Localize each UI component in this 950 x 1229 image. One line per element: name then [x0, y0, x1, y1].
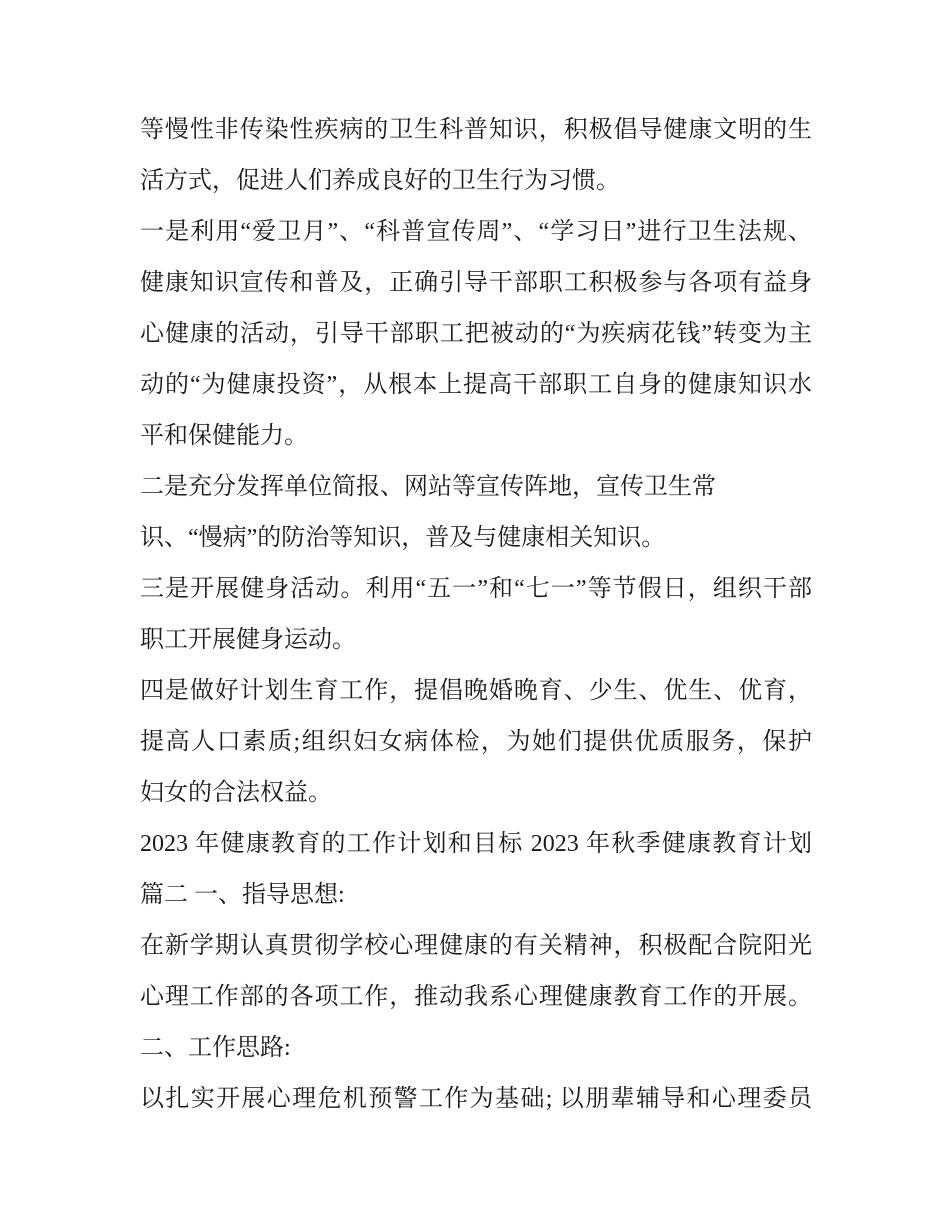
text-line: 职工开展健身运动。: [140, 627, 356, 653]
text-line: 四是做好计划生育工作，提倡晚婚晚育、少生、优生、优育，: [140, 678, 812, 704]
text-line: 二是充分发挥单位简报、网站等宣传阵地，宣传卫生常: [140, 474, 716, 500]
text-line: 等慢性非传染性疾病的卫生科普知识，积极倡导健康文明的生: [140, 117, 812, 143]
text-line: 心理工作部的各项工作，推动我系心理健康教育工作的开展。: [140, 984, 812, 1010]
text-line: 以扎实开展心理危机预警工作为基础; 以朋辈辅导和心理委员: [140, 1086, 812, 1112]
text-line: 识、“慢病”的防治等知识，普及与健康相关知识。: [140, 525, 666, 551]
text-line: 动的“为健康投资”，从根本上提高干部职工自身的健康知识水: [140, 372, 812, 398]
text-line: 一是利用“爱卫月”、“科普宣传周”、“学习日”进行卫生法规、: [140, 219, 812, 245]
text-line: 在新学期认真贯彻学校心理健康的有关精神，积极配合院阳光: [140, 933, 812, 959]
text-line: 妇女的合法权益。: [140, 780, 332, 806]
document-body: [140, 105, 812, 1125]
text-line: 提高人口素质;组织妇女病体检，为她们提供优质服务，保护: [140, 729, 812, 755]
text-line: 活方式，促进人们养成良好的卫生行为习惯。: [140, 168, 620, 194]
text-line: 三是开展健身活动。利用“五一”和“七一”等节假日，组织干部: [140, 576, 812, 602]
text-line: 篇二 一、指导思想:: [140, 882, 345, 908]
text-line: 心健康的活动，引导干部职工把被动的“为疾病花钱”转变为主: [140, 321, 812, 347]
text-line: 二、工作思路:: [140, 1035, 291, 1061]
text-line: 平和保健能力。: [140, 423, 308, 449]
text-line: 2023 年健康教育的工作计划和目标 2023 年秋季健康教育计划: [140, 831, 812, 857]
text-line: 健康知识宣传和普及，正确引导干部职工积极参与各项有益身: [140, 270, 812, 296]
